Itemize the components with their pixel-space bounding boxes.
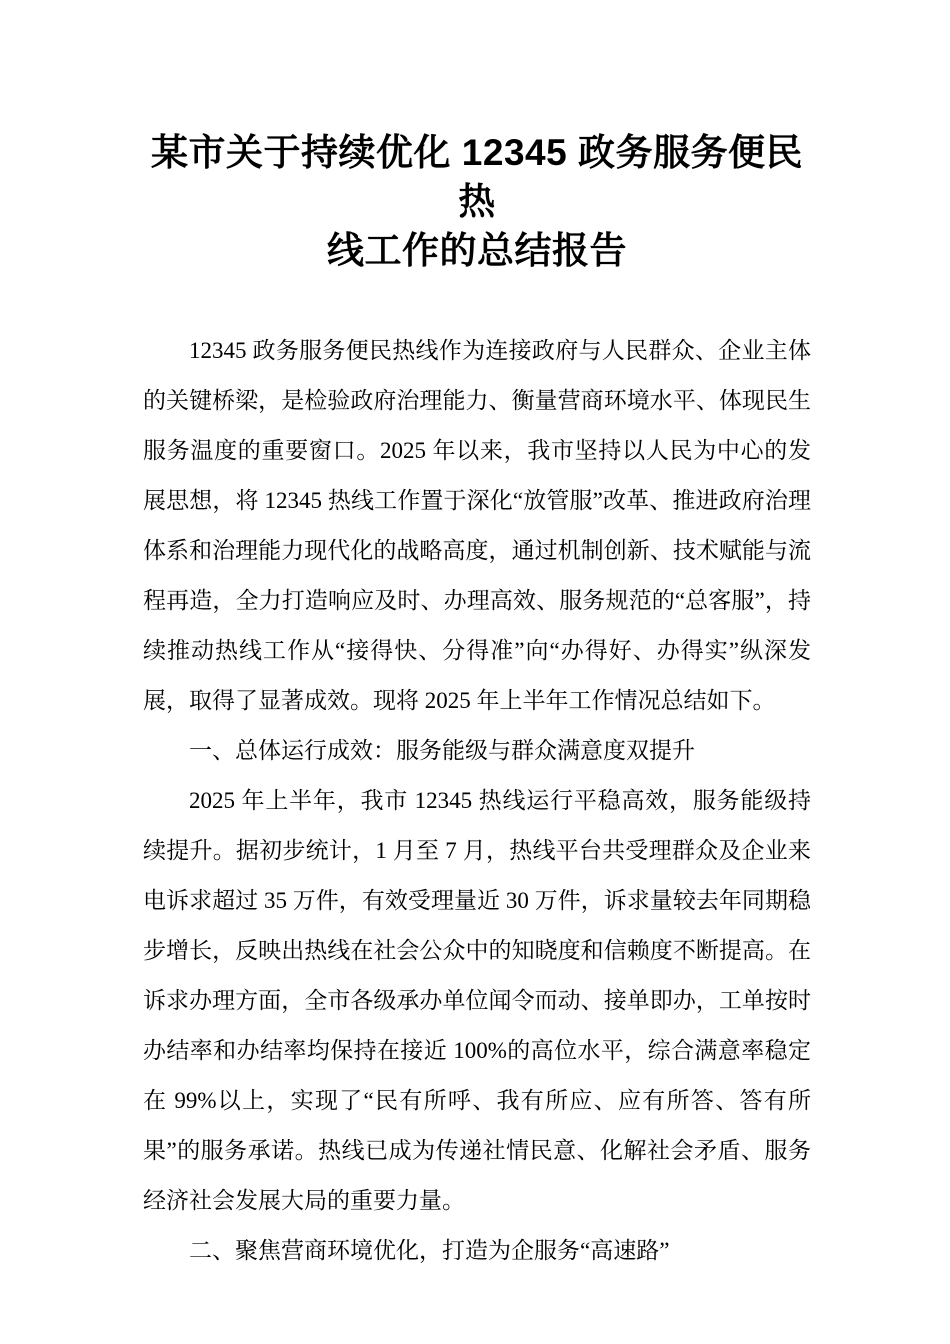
document-title-line-2: 线工作的总结报告 — [327, 230, 627, 271]
intro-paragraph: 12345 政务服务便民热线作为连接政府与人民群众、企业主体的关键桥梁，是检验政府治理能力、衡量营商环境水平、体现民生服务温度的重要窗口。2025 年以来，我市坚持以人民为中心的发展思想，将 12345 热线工作置于深化“放管服”改革、推进政府治理体系和治理能力现代化的战略高度，通过机制创新、技术赋能与流程再造，全力打造响应及时、办理高效、服务规范的“总客服”，持续推动热线工作从“接得快、分得准”向“办得好、办得实”纵深发展，取得了显著成效。现将 2025 年上半年工作情况总结如下。 — [143, 338, 811, 713]
section-heading-2: 二、聚焦营商环境优化，打造为企服务“高速路” — [189, 1238, 670, 1263]
section-heading-1: 一、总体运行成效：服务能级与群众满意度双提升 — [189, 738, 695, 763]
document-title-line-1: 某市关于持续优化 12345 政务服务便民热 — [151, 132, 803, 222]
section-1-body-paragraph: 2025 年上半年，我市 12345 热线运行平稳高效，服务能级持续提升。据初步统计，1 月至 7 月，热线平台共受理群众及企业来电诉求超过 35 万件，有效受理量近 30 万件，诉求量较去年同期稳步增长，反映出热线在社会公众中的知晓度和信赖度不断提高。在诉求办理方面，全市各级承办单位闻令而动、接单即办，工单按时办结率和办结率均保持在接近 100%的高位水平，综合满意率稳定在 99%以上，实现了“民有所呼、我有所应、应有所答、答有所果”的服务承诺。热线已成为传递社情民意、化解社会矛盾、服务经济社会发展大局的重要力量。 — [143, 788, 811, 1213]
document-content — [143, 128, 811, 1276]
document-title — [143, 128, 811, 275]
